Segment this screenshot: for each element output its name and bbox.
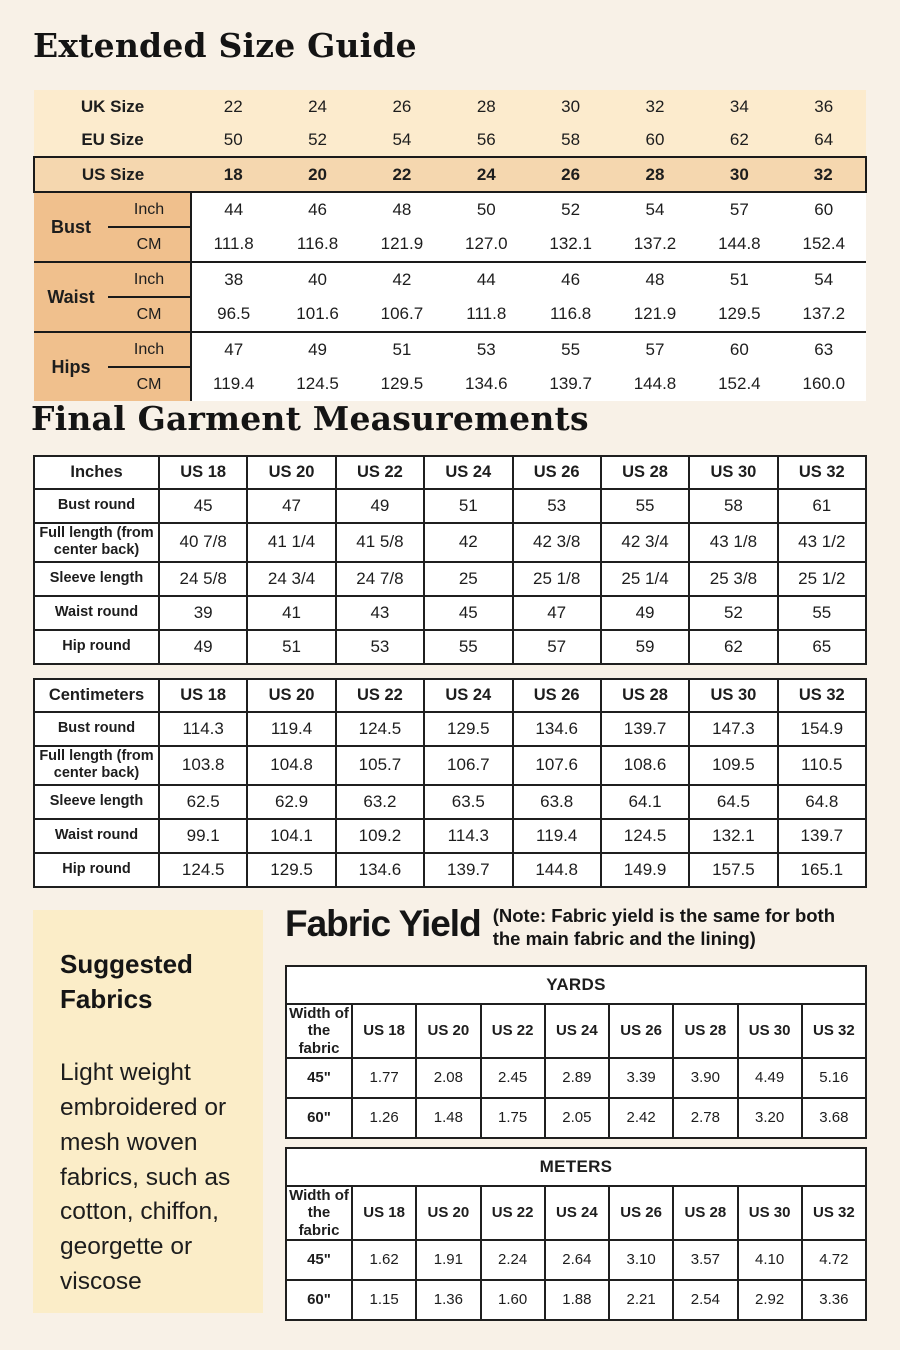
table-row bbox=[34, 90, 866, 123]
measurement-value-cell: 152.4 bbox=[697, 367, 781, 401]
measurement-value-cell: 160.0 bbox=[782, 367, 866, 401]
measurement-value-cell: 152.4 bbox=[782, 227, 866, 262]
table-row bbox=[34, 332, 866, 367]
yield-value-cell: 3.20 bbox=[738, 1098, 802, 1138]
yield-value-cell: 1.77 bbox=[352, 1058, 416, 1098]
value-cell: 51 bbox=[424, 489, 512, 523]
measurement-value-cell: 116.8 bbox=[528, 297, 612, 332]
row-label-cell: Sleeve length bbox=[34, 562, 159, 596]
garment-centimeters-table bbox=[33, 678, 867, 888]
value-cell: 41 1/4 bbox=[247, 523, 335, 562]
value-cell: 25 1/8 bbox=[513, 562, 601, 596]
value-cell: 129.5 bbox=[247, 853, 335, 887]
measurement-value-cell: 51 bbox=[697, 262, 781, 297]
value-cell: 108.6 bbox=[601, 746, 689, 785]
yield-value-cell: 2.54 bbox=[673, 1280, 737, 1320]
size-value-cell: 18 bbox=[191, 157, 275, 192]
table-row bbox=[34, 785, 866, 819]
value-cell: 129.5 bbox=[424, 712, 512, 746]
size-value-cell: 36 bbox=[782, 90, 866, 123]
value-cell: 134.6 bbox=[336, 853, 424, 887]
measurement-value-cell: 54 bbox=[782, 262, 866, 297]
size-header-cell: US 26 bbox=[513, 456, 601, 489]
size-header-cell: US 18 bbox=[352, 1186, 416, 1240]
value-cell: 124.5 bbox=[601, 819, 689, 853]
value-cell: 157.5 bbox=[689, 853, 777, 887]
value-cell: 114.3 bbox=[159, 712, 247, 746]
table-row bbox=[34, 630, 866, 664]
table-row bbox=[34, 297, 866, 332]
yield-value-cell: 1.48 bbox=[416, 1098, 480, 1138]
table-row bbox=[34, 819, 866, 853]
table-row bbox=[34, 596, 866, 630]
value-cell: 55 bbox=[601, 489, 689, 523]
measurement-value-cell: 116.8 bbox=[275, 227, 359, 262]
value-cell: 57 bbox=[513, 630, 601, 664]
value-cell: 51 bbox=[247, 630, 335, 664]
value-cell: 147.3 bbox=[689, 712, 777, 746]
measurement-value-cell: 137.2 bbox=[613, 227, 697, 262]
width-of-fabric-header-cell: Width of the fabric bbox=[286, 1004, 352, 1058]
suggested-fabrics-panel bbox=[33, 910, 263, 1313]
size-header-cell: US 22 bbox=[336, 679, 424, 712]
measurement-value-cell: 47 bbox=[191, 332, 275, 367]
value-cell: 63.5 bbox=[424, 785, 512, 819]
value-cell: 45 bbox=[159, 489, 247, 523]
value-cell: 49 bbox=[159, 630, 247, 664]
suggested-fabrics-heading: Suggested Fabrics bbox=[60, 949, 193, 1015]
size-value-cell: 52 bbox=[275, 123, 359, 157]
value-cell: 59 bbox=[601, 630, 689, 664]
measurement-value-cell: 50 bbox=[444, 192, 528, 227]
size-value-cell: 56 bbox=[444, 123, 528, 157]
table-row bbox=[34, 157, 866, 192]
value-cell: 25 1/2 bbox=[778, 562, 866, 596]
value-cell: 40 7/8 bbox=[159, 523, 247, 562]
yield-value-cell: 1.26 bbox=[352, 1098, 416, 1138]
yield-value-cell: 2.08 bbox=[416, 1058, 480, 1098]
yield-value-cell: 2.21 bbox=[609, 1280, 673, 1320]
row-label-cell: Waist round bbox=[34, 596, 159, 630]
value-cell: 65 bbox=[778, 630, 866, 664]
value-cell: 103.8 bbox=[159, 746, 247, 785]
size-header-cell: US 18 bbox=[159, 679, 247, 712]
table-row bbox=[34, 192, 866, 227]
yield-value-cell: 2.42 bbox=[609, 1098, 673, 1138]
fabric-yield-header bbox=[285, 901, 885, 950]
size-value-cell: 62 bbox=[697, 123, 781, 157]
size-header-cell: US 26 bbox=[513, 679, 601, 712]
value-cell: 132.1 bbox=[689, 819, 777, 853]
measurement-value-cell: 46 bbox=[528, 262, 612, 297]
yield-value-cell: 2.89 bbox=[545, 1058, 609, 1098]
row-label-cell: Bust round bbox=[34, 489, 159, 523]
size-value-cell: 22 bbox=[360, 157, 444, 192]
yield-value-cell: 3.68 bbox=[802, 1098, 866, 1138]
value-cell: 119.4 bbox=[513, 819, 601, 853]
size-header-cell: US 22 bbox=[481, 1186, 545, 1240]
value-cell: 63.2 bbox=[336, 785, 424, 819]
size-header-cell: US 28 bbox=[601, 456, 689, 489]
size-value-cell: 24 bbox=[444, 157, 528, 192]
yield-value-cell: 4.10 bbox=[738, 1240, 802, 1280]
value-cell: 149.9 bbox=[601, 853, 689, 887]
size-header-cell: US 18 bbox=[352, 1004, 416, 1058]
row-label-cell: Sleeve length bbox=[34, 785, 159, 819]
unit-label-cell: Inch bbox=[108, 192, 191, 227]
value-cell: 139.7 bbox=[424, 853, 512, 887]
measurement-name-cell: Bust bbox=[34, 192, 108, 262]
value-cell: 62 bbox=[689, 630, 777, 664]
size-header-cell: US 32 bbox=[778, 456, 866, 489]
yield-value-cell: 1.75 bbox=[481, 1098, 545, 1138]
page-title: Extended Size Guide bbox=[33, 26, 417, 65]
measurement-value-cell: 124.5 bbox=[275, 367, 359, 401]
measurement-value-cell: 55 bbox=[528, 332, 612, 367]
measurement-value-cell: 101.6 bbox=[275, 297, 359, 332]
size-value-cell: 28 bbox=[613, 157, 697, 192]
yield-value-cell: 3.57 bbox=[673, 1240, 737, 1280]
row-label-cell: Hip round bbox=[34, 853, 159, 887]
value-cell: 64.8 bbox=[778, 785, 866, 819]
value-cell: 110.5 bbox=[778, 746, 866, 785]
value-cell: 24 7/8 bbox=[336, 562, 424, 596]
value-cell: 41 5/8 bbox=[336, 523, 424, 562]
garment-measurements-title: Final Garment Measurements bbox=[31, 399, 589, 438]
value-cell: 43 bbox=[336, 596, 424, 630]
value-cell: 25 3/8 bbox=[689, 562, 777, 596]
table-row bbox=[34, 746, 866, 785]
size-value-cell: 32 bbox=[613, 90, 697, 123]
conversion-row-label: US Size bbox=[34, 157, 191, 192]
value-cell: 62.9 bbox=[247, 785, 335, 819]
measurement-value-cell: 139.7 bbox=[528, 367, 612, 401]
yield-value-cell: 1.88 bbox=[545, 1280, 609, 1320]
value-cell: 124.5 bbox=[159, 853, 247, 887]
value-cell: 55 bbox=[778, 596, 866, 630]
size-header-cell: US 24 bbox=[424, 456, 512, 489]
value-cell: 114.3 bbox=[424, 819, 512, 853]
table-row bbox=[286, 1280, 866, 1320]
value-cell: 49 bbox=[601, 596, 689, 630]
size-header-cell: US 28 bbox=[601, 679, 689, 712]
table-row bbox=[34, 562, 866, 596]
size-header-cell: US 28 bbox=[673, 1186, 737, 1240]
value-cell: 53 bbox=[336, 630, 424, 664]
measurement-value-cell: 134.6 bbox=[444, 367, 528, 401]
table-row bbox=[286, 1186, 866, 1240]
yield-value-cell: 1.15 bbox=[352, 1280, 416, 1320]
yield-value-cell: 3.10 bbox=[609, 1240, 673, 1280]
value-cell: 119.4 bbox=[247, 712, 335, 746]
units-header-cell: Inches bbox=[34, 456, 159, 489]
yield-value-cell: 2.92 bbox=[738, 1280, 802, 1320]
unit-label-cell: CM bbox=[108, 227, 191, 262]
measurement-value-cell: 63 bbox=[782, 332, 866, 367]
fabric-yield-yards-table bbox=[285, 965, 867, 1139]
size-header-cell: US 20 bbox=[416, 1004, 480, 1058]
value-cell: 61 bbox=[778, 489, 866, 523]
value-cell: 53 bbox=[513, 489, 601, 523]
measurement-value-cell: 44 bbox=[191, 192, 275, 227]
measurement-value-cell: 111.8 bbox=[444, 297, 528, 332]
size-value-cell: 20 bbox=[275, 157, 359, 192]
size-value-cell: 64 bbox=[782, 123, 866, 157]
measurement-value-cell: 46 bbox=[275, 192, 359, 227]
table-row bbox=[286, 966, 866, 1004]
fabric-width-cell: 45" bbox=[286, 1058, 352, 1098]
measurement-value-cell: 119.4 bbox=[191, 367, 275, 401]
table-row bbox=[34, 489, 866, 523]
table-row bbox=[34, 227, 866, 262]
size-value-cell: 22 bbox=[191, 90, 275, 123]
table-row bbox=[34, 367, 866, 401]
value-cell: 63.8 bbox=[513, 785, 601, 819]
value-cell: 154.9 bbox=[778, 712, 866, 746]
measurement-value-cell: 38 bbox=[191, 262, 275, 297]
conversion-row-label: UK Size bbox=[34, 90, 191, 123]
unit-banner-cell: YARDS bbox=[286, 966, 866, 1004]
measurement-value-cell: 54 bbox=[613, 192, 697, 227]
size-header-cell: US 32 bbox=[802, 1186, 866, 1240]
measurement-value-cell: 121.9 bbox=[613, 297, 697, 332]
conversion-row-label: EU Size bbox=[34, 123, 191, 157]
fabric-width-cell: 45" bbox=[286, 1240, 352, 1280]
value-cell: 106.7 bbox=[424, 746, 512, 785]
fabric-yield-title: Fabric Yield bbox=[285, 903, 481, 944]
size-header-cell: US 30 bbox=[689, 456, 777, 489]
value-cell: 109.5 bbox=[689, 746, 777, 785]
yield-value-cell: 4.72 bbox=[802, 1240, 866, 1280]
value-cell: 104.1 bbox=[247, 819, 335, 853]
table-row bbox=[34, 262, 866, 297]
size-header-cell: US 22 bbox=[481, 1004, 545, 1058]
measurement-value-cell: 60 bbox=[782, 192, 866, 227]
size-header-cell: US 24 bbox=[545, 1004, 609, 1058]
yield-value-cell: 2.24 bbox=[481, 1240, 545, 1280]
value-cell: 45 bbox=[424, 596, 512, 630]
value-cell: 24 3/4 bbox=[247, 562, 335, 596]
yield-value-cell: 1.60 bbox=[481, 1280, 545, 1320]
size-value-cell: 28 bbox=[444, 90, 528, 123]
unit-label-cell: CM bbox=[108, 297, 191, 332]
value-cell: 105.7 bbox=[336, 746, 424, 785]
yield-value-cell: 1.91 bbox=[416, 1240, 480, 1280]
value-cell: 52 bbox=[689, 596, 777, 630]
yield-value-cell: 3.39 bbox=[609, 1058, 673, 1098]
value-cell: 134.6 bbox=[513, 712, 601, 746]
measurement-value-cell: 129.5 bbox=[360, 367, 444, 401]
size-header-cell: US 20 bbox=[416, 1186, 480, 1240]
yield-value-cell: 2.05 bbox=[545, 1098, 609, 1138]
measurement-value-cell: 53 bbox=[444, 332, 528, 367]
value-cell: 25 1/4 bbox=[601, 562, 689, 596]
measurement-value-cell: 121.9 bbox=[360, 227, 444, 262]
measurement-value-cell: 129.5 bbox=[697, 297, 781, 332]
yield-value-cell: 2.64 bbox=[545, 1240, 609, 1280]
measurement-value-cell: 52 bbox=[528, 192, 612, 227]
table-row bbox=[34, 123, 866, 157]
value-cell: 165.1 bbox=[778, 853, 866, 887]
value-cell: 144.8 bbox=[513, 853, 601, 887]
size-header-cell: US 26 bbox=[609, 1186, 673, 1240]
size-value-cell: 26 bbox=[528, 157, 612, 192]
width-of-fabric-header-cell: Width of the fabric bbox=[286, 1186, 352, 1240]
table-row bbox=[34, 712, 866, 746]
value-cell: 49 bbox=[336, 489, 424, 523]
size-value-cell: 24 bbox=[275, 90, 359, 123]
yield-value-cell: 2.78 bbox=[673, 1098, 737, 1138]
size-value-cell: 26 bbox=[360, 90, 444, 123]
fabric-width-cell: 60" bbox=[286, 1098, 352, 1138]
garment-inches-table bbox=[33, 455, 867, 665]
value-cell: 24 5/8 bbox=[159, 562, 247, 596]
yield-value-cell: 4.49 bbox=[738, 1058, 802, 1098]
value-cell: 43 1/8 bbox=[689, 523, 777, 562]
row-label-cell: Full length (from center back) bbox=[34, 523, 159, 562]
size-header-cell: US 24 bbox=[545, 1186, 609, 1240]
value-cell: 99.1 bbox=[159, 819, 247, 853]
table-row bbox=[34, 853, 866, 887]
unit-label-cell: Inch bbox=[108, 332, 191, 367]
measurement-value-cell: 60 bbox=[697, 332, 781, 367]
value-cell: 43 1/2 bbox=[778, 523, 866, 562]
value-cell: 139.7 bbox=[778, 819, 866, 853]
size-value-cell: 58 bbox=[528, 123, 612, 157]
measurement-value-cell: 96.5 bbox=[191, 297, 275, 332]
table-row bbox=[286, 1148, 866, 1186]
size-value-cell: 30 bbox=[697, 157, 781, 192]
measurement-value-cell: 42 bbox=[360, 262, 444, 297]
row-label-cell: Waist round bbox=[34, 819, 159, 853]
measurement-value-cell: 106.7 bbox=[360, 297, 444, 332]
fabric-width-cell: 60" bbox=[286, 1280, 352, 1320]
table-row bbox=[34, 679, 866, 712]
row-label-cell: Hip round bbox=[34, 630, 159, 664]
yield-value-cell: 1.36 bbox=[416, 1280, 480, 1320]
value-cell: 47 bbox=[513, 596, 601, 630]
size-value-cell: 30 bbox=[528, 90, 612, 123]
yield-value-cell: 3.90 bbox=[673, 1058, 737, 1098]
size-conversion-table bbox=[33, 90, 867, 401]
measurement-value-cell: 44 bbox=[444, 262, 528, 297]
value-cell: 139.7 bbox=[601, 712, 689, 746]
size-header-cell: US 28 bbox=[673, 1004, 737, 1058]
value-cell: 124.5 bbox=[336, 712, 424, 746]
units-header-cell: Centimeters bbox=[34, 679, 159, 712]
size-header-cell: US 32 bbox=[778, 679, 866, 712]
measurement-value-cell: 144.8 bbox=[697, 227, 781, 262]
size-header-cell: US 20 bbox=[247, 679, 335, 712]
table-row bbox=[34, 456, 866, 489]
row-label-cell: Full length (from center back) bbox=[34, 746, 159, 785]
measurement-value-cell: 137.2 bbox=[782, 297, 866, 332]
measurement-value-cell: 111.8 bbox=[191, 227, 275, 262]
table-row bbox=[34, 523, 866, 562]
size-header-cell: US 18 bbox=[159, 456, 247, 489]
value-cell: 64.1 bbox=[601, 785, 689, 819]
measurement-value-cell: 48 bbox=[360, 192, 444, 227]
yield-value-cell: 1.62 bbox=[352, 1240, 416, 1280]
size-value-cell: 60 bbox=[613, 123, 697, 157]
yield-value-cell: 3.36 bbox=[802, 1280, 866, 1320]
value-cell: 109.2 bbox=[336, 819, 424, 853]
size-header-cell: US 30 bbox=[689, 679, 777, 712]
measurement-value-cell: 40 bbox=[275, 262, 359, 297]
value-cell: 25 bbox=[424, 562, 512, 596]
size-value-cell: 34 bbox=[697, 90, 781, 123]
value-cell: 42 bbox=[424, 523, 512, 562]
size-header-cell: US 24 bbox=[424, 679, 512, 712]
size-header-cell: US 32 bbox=[802, 1004, 866, 1058]
value-cell: 41 bbox=[247, 596, 335, 630]
value-cell: 42 3/8 bbox=[513, 523, 601, 562]
measurement-value-cell: 57 bbox=[613, 332, 697, 367]
measurement-value-cell: 49 bbox=[275, 332, 359, 367]
yield-value-cell: 5.16 bbox=[802, 1058, 866, 1098]
measurement-value-cell: 51 bbox=[360, 332, 444, 367]
measurement-value-cell: 48 bbox=[613, 262, 697, 297]
size-header-cell: US 30 bbox=[738, 1186, 802, 1240]
measurement-value-cell: 144.8 bbox=[613, 367, 697, 401]
value-cell: 107.6 bbox=[513, 746, 601, 785]
size-header-cell: US 20 bbox=[247, 456, 335, 489]
size-value-cell: 54 bbox=[360, 123, 444, 157]
value-cell: 104.8 bbox=[247, 746, 335, 785]
size-header-cell: US 30 bbox=[738, 1004, 802, 1058]
table-row bbox=[286, 1058, 866, 1098]
row-label-cell: Bust round bbox=[34, 712, 159, 746]
measurement-value-cell: 132.1 bbox=[528, 227, 612, 262]
table-row bbox=[286, 1098, 866, 1138]
value-cell: 58 bbox=[689, 489, 777, 523]
yield-value-cell: 2.45 bbox=[481, 1058, 545, 1098]
fabric-yield-meters-table bbox=[285, 1147, 867, 1321]
value-cell: 42 3/4 bbox=[601, 523, 689, 562]
size-header-cell: US 26 bbox=[609, 1004, 673, 1058]
value-cell: 39 bbox=[159, 596, 247, 630]
suggested-fabrics-body: Light weight embroidered or mesh woven fabrics, such as cotton, chiffon, georgette or viscose bbox=[60, 1059, 231, 1295]
measurement-value-cell: 127.0 bbox=[444, 227, 528, 262]
measurement-value-cell: 57 bbox=[697, 192, 781, 227]
fabric-yield-note: (Note: Fabric yield is the same for both the main fabric and the lining) bbox=[492, 905, 836, 950]
value-cell: 55 bbox=[424, 630, 512, 664]
value-cell: 47 bbox=[247, 489, 335, 523]
size-value-cell: 32 bbox=[782, 157, 866, 192]
measurement-name-cell: Waist bbox=[34, 262, 108, 332]
value-cell: 62.5 bbox=[159, 785, 247, 819]
table-row bbox=[286, 1240, 866, 1280]
measurement-name-cell: Hips bbox=[34, 332, 108, 401]
unit-label-cell: CM bbox=[108, 367, 191, 401]
value-cell: 64.5 bbox=[689, 785, 777, 819]
size-value-cell: 50 bbox=[191, 123, 275, 157]
unit-banner-cell: METERS bbox=[286, 1148, 866, 1186]
size-header-cell: US 22 bbox=[336, 456, 424, 489]
table-row bbox=[286, 1004, 866, 1058]
unit-label-cell: Inch bbox=[108, 262, 191, 297]
